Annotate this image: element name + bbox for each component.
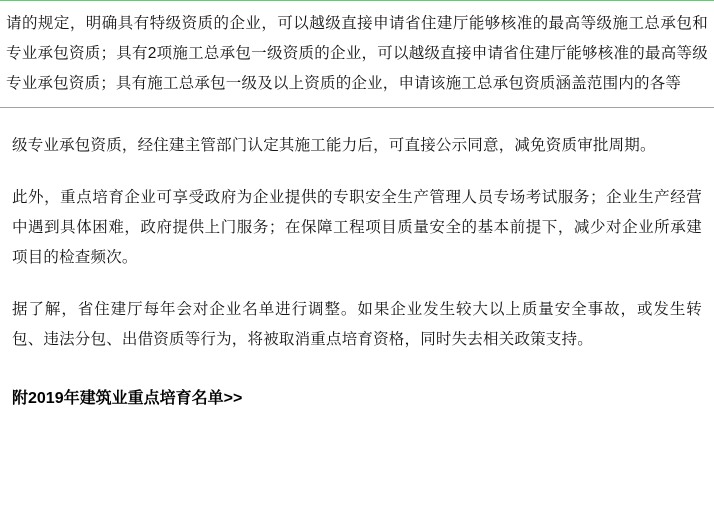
- highlighted-paragraph-block: [0, 0, 714, 108]
- document-body: [0, 131, 714, 413]
- highlighted-paragraph-text: 请的规定，明确具有特级资质的企业，可以越级直接申请省住建厅能够核准的最高等级施工总承包和专业承包资质；具有2项施工总承包一级资质的企业，可以越级直接申请省住建厅能够核准的最高等级专业承包资质；具有施工总承包一级及以上资质的企业，申请该施工总承包资质涵盖范围内的各等: [6, 15, 708, 92]
- paragraph-annual-adjustment: 据了解，省住建厅每年会对企业名单进行调整。如果企业发生较大以上质量安全事故，或发生转包、违法分包、出借资质等行为，将被取消重点培育资格，同时失去相关政策支持。: [12, 301, 702, 348]
- paragraph-incubation-services: 此外，重点培育企业可享受政府为企业提供的专职安全生产管理人员专场考试服务；企业生产经营中遇到具体困难，政府提供上门服务；在保障工程项目质量安全的基本前提下，减少对企业所承建项目的检查频次。: [12, 189, 702, 266]
- attachment-link[interactable]: 附2019年建筑业重点培育名单>>: [12, 390, 243, 407]
- attachment-row: [6, 385, 708, 413]
- paragraph-continuation: 级专业承包资质，经住建主管部门认定其施工能力后，可直接公示同意，减免资质审批周期。: [12, 137, 656, 154]
